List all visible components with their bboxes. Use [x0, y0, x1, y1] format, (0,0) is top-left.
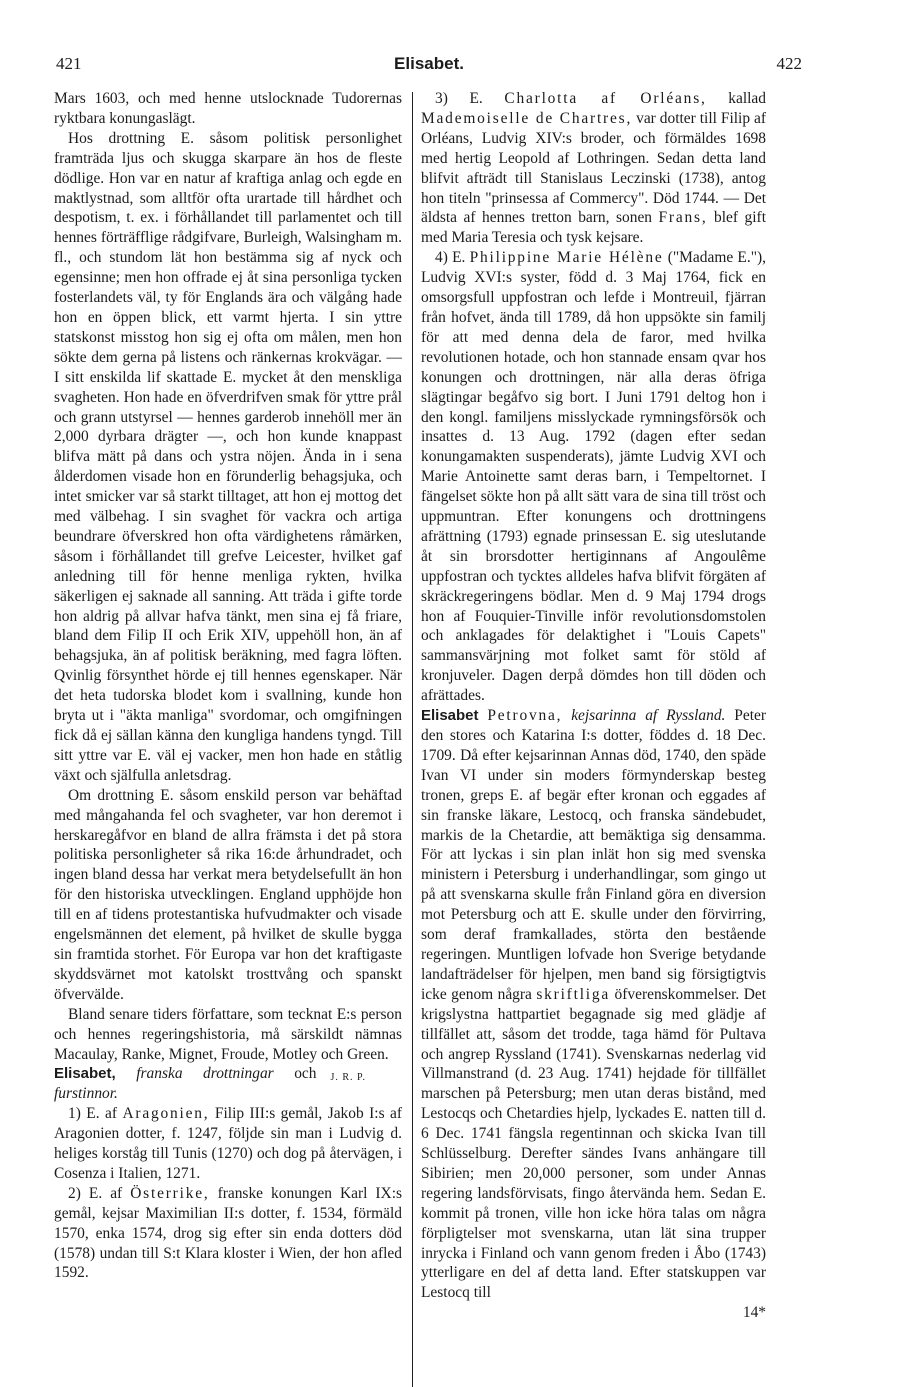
sub-entry-text: Filip III:s gemål, Jakob I:s af Aragonien dotter, f. 1247, följde sin man i Ludvig d. heliges korståg till Tunis (1270) och dog på återvägen, i Cosenza i Italien, 1271.	[54, 1105, 402, 1182]
page-number-left: 421	[56, 54, 82, 73]
running-header	[56, 54, 802, 82]
sub-entry	[54, 1184, 402, 1284]
sub-entry	[421, 248, 766, 706]
sub-entry-person: Frans,	[658, 209, 708, 227]
paragraph: Om drottning E. såsom enskild person var behäftad med mångahanda fel och svagheter, var hon deremot i herskaregåfvor en bland de allra främsta i det på stora politiska personligheter så rika 16:de århundradet, och ingen bland dessa har verkat mera betydelsefullt än hon för den historiska utvecklingen. England upphöjde hon till en af tidens protestantiska hufvudmakter och visade engelsmännen det element, på hvilket de skulle bygga sin framtida storhet. För Europa var hon det kraftigaste skyddsvärnet mot katolskt trosttvång och spanskt öfvervälde.	[54, 786, 402, 1003]
sub-entry-name: Aragonien,	[122, 1105, 210, 1123]
paragraph: Hos drottning E. såsom politisk personlighet framträda ljus och skugga skarpare än hos de fleste dödlige. Hon var en natur af kraftiga anlag och egde en maktlystnad, som alltför ofta urartade till hårdhet och despotism, t. ex. i förhållandet till parlamentet och till hennes förträfflige rådgifvare, Burleigh, Walsingham m. fl., och stundom lät hon bestämma sig af nyck och egensinne; men hon offrade ej åt sina personliga tycken fosterlandets väl, ty för Englands ära och välgång hade hon en öppen blick, ett varmt hjerta. I sin yttre statskonst misstog hon sig ej ofta om målen, men hon sökte dem gerna på listens och ränkernas krokvägar. — I sitt enskilda lif skattade E. mycket åt den menskliga svagheten. Hon hade en öfverdrifven smak för yttre prål och grann utstyrsel — hennes garderob innehöll mer än 2,000 dyrbara drägter —, och hon kunde knappast blifva mätt på dans och ystra nöjen. Ända in i sena ålderdomen visade hon en förunderlig behagsjuka, och intet smicker var så starkt tilltaget, att hon ej mottog det med välbehag. I sin svaghet för vackra och artiga beundrare öfverskred hon ofta värdighetens råmärken, såsom i förhållandet till grefve Leicester, hvilket gaf anledning till för henne menliga rykten, hvilka säkerligen ej saknade all sanning. Att träda i gifte torde hon aldrig på allvar hafva tänkt, men sina ej få friare, bland dem Filip II och Erik XIV, uppehöll hon, än af behagsjuka, än af politisk beräkning, med fagra löften. Qvinlig försynthet hörde ej till hennes egenskaper. När det heta tudorska blodet kom i svallning, kunde hon bryta ut i "äkta manliga" svordomar, och omgifningen fick då ej sällan känna den kungliga handens tyngd. Till sitt yttre var E. väl ej vacker, men hon hade en ståtlig växt och själfulla anletsdrag.	[54, 129, 402, 784]
sub-entry-name: Österrike,	[130, 1184, 210, 1202]
sub-entry-number: 1) E. af	[68, 1105, 118, 1123]
headword: Elisabet	[421, 707, 479, 725]
sub-entry-name-2: Mademoiselle de Chartres,	[421, 109, 633, 127]
entry-name: Petrovna,	[487, 707, 563, 725]
column-rule	[412, 92, 413, 1387]
sub-entry	[421, 89, 766, 248]
sub-entry-number: 4) E.	[435, 249, 466, 267]
emphasis-spaced: skriftliga	[536, 985, 611, 1003]
left-column	[54, 89, 402, 1283]
sub-entry-text: kallad	[728, 90, 767, 107]
headword: Elisabet,	[54, 1065, 116, 1083]
entry	[421, 706, 766, 1303]
paragraph-text: Bland senare tiders författare, som tecknat E:s person och hennes regeringshistoria, må särskildt nämnas Macaulay, Ranke, Mignet, Froude, Motley och Green.	[54, 1005, 402, 1063]
sub-entry-text: ("Madame E."), Ludvig XVI:s syster, född d. 3 Maj 1764, fick en omsorgsfull uppfostran och lefde i Montreuil, fjärran från hofvet, ända till 1789, då hon uppsökte sin familj för att med denna dela de faror, med hvilka revolutionen hotade, och hon stannade ensam qvar hos konungen och drottningen, när alla deras öfriga slägtingar begåfvo sig bort. I Juni 1791 deltog hon i den kongl. familjens misslyckade rymningsförsök och insattes d. 13 Aug. 1792 (dagen efter sedan konungamakten suspenderats), jämte Ludvig XVI och Marie Antoinette samt deras barn, i Tempeltornet. I fängelset sökte hon på allt sätt vara de sina till tröst och uppmuntran. Efter konungens och drottningens afrättning (1793) egnade prinsessan E. sig uteslutande åt sin brorsdotter hertiginnans af Angoulême uppfostran och tycktes alldeles hafva blifvit förgäten af skräckregeringens bödlar. Men d. 9 Maj 1794 drogs hon af Fouquier-Tinville inför revolutionsdomstolen och anklagades för delaktighet i "Louis Capets" sammansvärjning mot folket samt för stöld af kronjuveler. Dagen derpå dömdes hon till döden och afrättades.	[421, 249, 767, 705]
entry-conjunction: och	[294, 1065, 317, 1083]
sub-entry-text: franske konungen Karl IX:s gemål, kejsar Maximilian II:s dotter, f. 1534, förmäld 1570, enka 1574, drog sig efter sin enda dotters död (1578) undan till S:t Klara kloster i Wien, der hon afled 1592.	[54, 1184, 402, 1282]
sub-entry-name: Charlotta af Orléans,	[504, 90, 707, 107]
sub-entry-name: Philippine Marie Hélène	[469, 249, 664, 267]
page-number-right: 422	[776, 54, 802, 73]
entry-subtitle: kejsarinna af Ryssland.	[571, 707, 726, 725]
sheet-signature: 14*	[742, 1304, 766, 1322]
entry-subtitle-2: furstinnor.	[54, 1085, 118, 1103]
running-title: Elisabet.	[394, 54, 464, 73]
entry-text: öfverenskommelser. Det krigslystna hattpartiet begagnade sig med glädje af tillfället att, såsom det trodde, taga hämd för Pultava och angrep Ryssland (1741). Svenskarnas nederlag vid Villmanstrand (d. 23 Aug. 1741) hejdade för tillfället marschen på Petersburg; men utan deras bistånd, med Lestocqs och Chetardies hjelp, lyckades E. natten till d. 6 Dec. 1741 fängsla regentinnan och skicka Ivan till Schlüsselburg. Derefter sändes Ivans anhängare till Sibirien; men 20,000 personer, som under Annas regering landsförvisats, fingo återvända hem. Sedan E. kommit på tronen, ville hon icke höra talas om några förpligtelser mot svenskarna, utan lät sina trupper inrycka i Finland och vann genom freden i Åbo (1743) ytterligare en del af detta land. Efter statskuppen var Lestocq till	[421, 985, 766, 1302]
sub-entry-number: 3) E.	[435, 90, 483, 107]
entry-subtitle: franska drottningar	[136, 1065, 274, 1083]
right-column	[421, 89, 766, 1323]
sub-entry-text: blef gift med Maria Teresia och tysk kejsare.	[421, 209, 766, 247]
sub-entry-text: var dotter till Filip af Orléans, Ludvig XIV:s broder, och förmäldes 1698 med hertig Leopold af Lothringen. Sedan detta land blifvit afträdt till Stanislaus Leczinski (1738), antog hon titeln "prinsessa af Commercy". Död 1744. — Det äldsta af hennes tretton barn, sonen	[421, 109, 766, 227]
entry-text: Peter den stores och Katarina I:s dotter, föddes d. 18 Dec. 1709. Då efter kejsarinnan Annas död, 1740, den spädе Ivan VI under sin moders förmynderskap besteg tronen, greps E. af begär efter kronan och eggades af sin franske läkare, Lestocq, och franska sändebudet, markis de la Chetardie, att bemäktiga sig densamma. För att lyckas i sin plan inlät hon sig med svenska ministern i Petersburg i underhandlingar, som gingo ut på att svenskarna skulle från Finland göra en diversion mot Petersburg och att E. skulle under den förvirring, som deraf framkallades, störta den bestående regeringen. Muntligen lofvade hon Sverige betydande landafträdelser för hjelpen, men band sig försigtigtvis icke genom några	[421, 707, 766, 1003]
sub-entry-number: 2) E. af	[68, 1184, 123, 1202]
sub-entry	[54, 1104, 402, 1184]
author-signature: J. R. P.	[330, 1072, 366, 1084]
paragraph: Mars 1603, och med henne utslocknade Tudorernas ryktbara konungaslägt.	[54, 90, 402, 127]
